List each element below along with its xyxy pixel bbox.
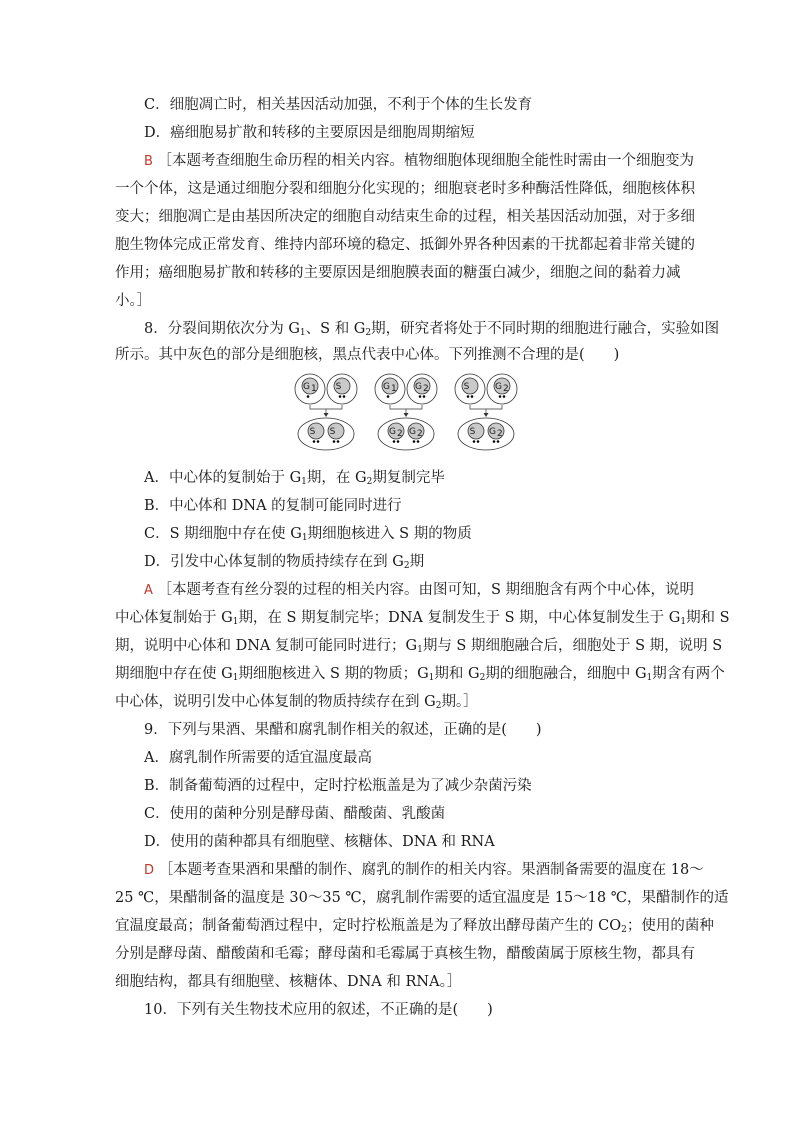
- top-cell-0-a-label-sub: 1: [311, 384, 317, 394]
- fused-cell-1-b-centrosome: [417, 440, 420, 443]
- q9-explanation-line-1: D ［本题考查果酒和果醋的制作、腐乳的制作的相关内容。果酒制备需要的温度在 18～: [144, 862, 704, 878]
- fused-cell-0-a-centrosome: [317, 440, 320, 443]
- top-cell-1-b-label-sub: 2: [423, 384, 429, 394]
- top-cell-0-a-label: G: [303, 382, 310, 392]
- q10-stem: 10．下列有关生物技术应用的叙述，不正确的是( ): [144, 1002, 493, 1018]
- q9-stem: 9．下列与果酒、果醋和腐乳制作相关的叙述，正确的是( ): [144, 722, 542, 738]
- top-cell-0-a-centrosome: [307, 395, 310, 398]
- top-cell-0-b-centrosome: [343, 395, 346, 398]
- fused-cell-0-b-centrosome: [337, 440, 340, 443]
- fusion-bracket: [310, 405, 342, 409]
- top-cell-1-a-centrosome: [387, 395, 390, 398]
- q7-explanation-line-2: 一个个体，这是通过细胞分裂和细胞分化实现的；细胞衰老时多种酶活性降低，细胞核体积: [115, 181, 695, 197]
- fused-cell-0-b-centrosome: [333, 440, 336, 443]
- q8-option-a: A．中心体的复制始于 $G_1$期，在 $G_2$期复制完毕: [144, 470, 445, 487]
- fusion-bracket: [470, 405, 502, 409]
- fused-cell-2-a-centrosome: [477, 440, 480, 443]
- q9-explanation-line-3: 宜温度最高；制备葡萄酒过程中，定时拧松瓶盖是为了释放出酵母菌产生的 $CO_2$；使用的菌种: [115, 918, 714, 935]
- fused-cell-0-a-label: S: [309, 427, 316, 437]
- top-cell-2-b-label-sub: 2: [503, 384, 509, 394]
- q7-option-c: C．细胞凋亡时，相关基因活动加强，不利于个体的生长发育: [144, 97, 533, 113]
- fused-cell-1-a-centrosome: [393, 440, 396, 443]
- top-cell-1-a-label-sub: 1: [391, 384, 397, 394]
- fusion-arrowhead: [324, 413, 329, 417]
- fused-cell-2-b-label-sub: 2: [497, 429, 503, 439]
- fused-cell-2-b-centrosome: [493, 440, 496, 443]
- q8-option-d: D．引发中心体复制的物质持续存在到 $G_2$期: [144, 554, 425, 571]
- fused-cell-0-a-centrosome: [313, 440, 316, 443]
- top-cell-2-a-centrosome: [467, 395, 470, 398]
- q7-explanation-line-6: 小。］: [115, 293, 152, 309]
- top-cell-1-b-label: G: [415, 382, 422, 392]
- q9-option-d: D．使用的菌种都具有细胞壁、核糖体、DNA 和 RNA: [144, 834, 495, 850]
- q9-option-c: C．使用的菌种分别是酵母菌、醋酸菌、乳酸菌: [144, 806, 446, 822]
- q8-explanation-line-2: 中心体复制始于 $G_1$期，在 S 期复制完毕；DNA 复制发生于 S 期，中心体复制发生于 $G_1$期和 S: [115, 610, 730, 627]
- q9-option-a: A．腐乳制作所需要的适宜温度最高: [144, 750, 372, 766]
- top-cell-1-b-centrosome: [423, 395, 426, 398]
- fused-cell: [298, 418, 354, 450]
- fused-cell-1-b-centrosome: [413, 440, 416, 443]
- q8-option-b: B．中心体和 DNA 的复制可能同时进行: [144, 498, 402, 514]
- q9-explanation-line-5: 细胞结构，都具有细胞壁、核糖体、DNA 和 RNA。］: [115, 974, 462, 990]
- q8-answer: A: [144, 583, 153, 598]
- q9-explanation-line-2: 25 ℃，果醋制备的温度是 30～35 ℃，腐乳制作需要的适宜温度是 15～18 ℃，果醋制作的适: [115, 890, 729, 906]
- fusion-arrowhead: [404, 413, 409, 417]
- fused-cell-1-a-label: G: [389, 427, 396, 437]
- q7-option-d: D．癌细胞易扩散和转移的主要原因是细胞周期缩短: [144, 125, 475, 141]
- q7-answer: B: [144, 154, 153, 169]
- q9-answer: D: [144, 863, 155, 878]
- q9-explanation-line-4: 分别是酵母菌、醋酸菌和毛霉；酵母菌和毛霉属于真核生物，醋酸菌属于原核生物，都具有: [115, 946, 695, 962]
- top-cell-2-b-centrosome: [499, 395, 502, 398]
- q8-explanation-line-5: 中心体，说明引发中心体复制的物质持续存在到 $G_2$期。］: [115, 694, 478, 711]
- fused-cell-1-b-label: G: [409, 427, 416, 437]
- top-cell-2-b-label: G: [495, 382, 502, 392]
- q8-stem-line-2: 所示。其中灰色的部分是细胞核，黑点代表中心体。下列推测不合理的是( ): [115, 347, 620, 363]
- q8-stem-line-1: 8．分裂间期依次分为 $G_1$、S 和 $G_2$期，研究者将处于不同时期的细胞进行融合，实验如图: [144, 321, 720, 338]
- fused-cell-1-a-centrosome: [397, 440, 400, 443]
- top-cell-2-b-centrosome: [503, 395, 506, 398]
- top-cell-2-a-label: S: [463, 382, 470, 392]
- q9-option-b: B．制备葡萄酒的过程中，定时拧松瓶盖是为了减少杂菌污染: [144, 778, 532, 794]
- top-cell-1-a-label: G: [383, 382, 390, 392]
- fused-cell-2-b-label: G: [489, 427, 496, 437]
- q7-explanation-line-4: 胞生物体完成正常发育、维持内部环境的稳定、抵御外界各种因素的干扰都起着非常关键的: [115, 237, 695, 253]
- q7-explanation-line-1: B ［本题考查细胞生命历程的相关内容。植物细胞体现细胞全能性时需由一个细胞变为: [144, 153, 695, 169]
- top-cell-1-b-centrosome: [419, 395, 422, 398]
- fused-cell: [378, 418, 434, 450]
- q8-explanation-line-3: 期，说明中心体和 DNA 复制可能同时进行；$G_1$期与 S 期细胞融合后，细胞处于 S 期，说明 S: [115, 638, 723, 655]
- top-cell-0-b-label: S: [335, 382, 342, 392]
- fused-cell-1-a-label-sub: 2: [397, 429, 403, 439]
- fusion-bracket: [390, 405, 422, 409]
- top-cell-2-a-centrosome: [471, 395, 474, 398]
- fused-cell-2-b-centrosome: [497, 440, 500, 443]
- fused-cell-2-a-centrosome: [473, 440, 476, 443]
- fused-cell-1-b-label-sub: 2: [417, 429, 423, 439]
- q8-option-c: C．S 期细胞中存在使 $G_1$期细胞核进入 S 期的物质: [144, 526, 472, 543]
- q8-explanation-line-4: 期细胞中存在使 $G_1$期细胞核进入 S 期的物质；$G_1$期和 $G_2$期的细胞融合，细胞中 $G_1$期含有两个: [115, 666, 725, 683]
- cell-fusion-diagram: [292, 370, 532, 452]
- q7-explanation-line-3: 变大；细胞凋亡是由基因所决定的细胞自动结束生命的过程，相关基因活动加强，对于多细: [115, 209, 695, 225]
- fused-cell-0-b-label: S: [329, 427, 336, 437]
- top-cell-0-b-centrosome: [339, 395, 342, 398]
- fused-cell: [458, 418, 514, 450]
- q7-explanation-line-5: 作用；癌细胞易扩散和转移的主要原因是细胞膜表面的糖蛋白减少，细胞之间的黏着力减: [115, 265, 681, 281]
- fusion-arrowhead: [484, 413, 489, 417]
- fused-cell-2-a-label: S: [469, 427, 476, 437]
- q8-explanation-line-1: A ［本题考查有丝分裂的过程的相关内容。由图可知，S 期细胞含有两个中心体，说明: [144, 582, 695, 598]
